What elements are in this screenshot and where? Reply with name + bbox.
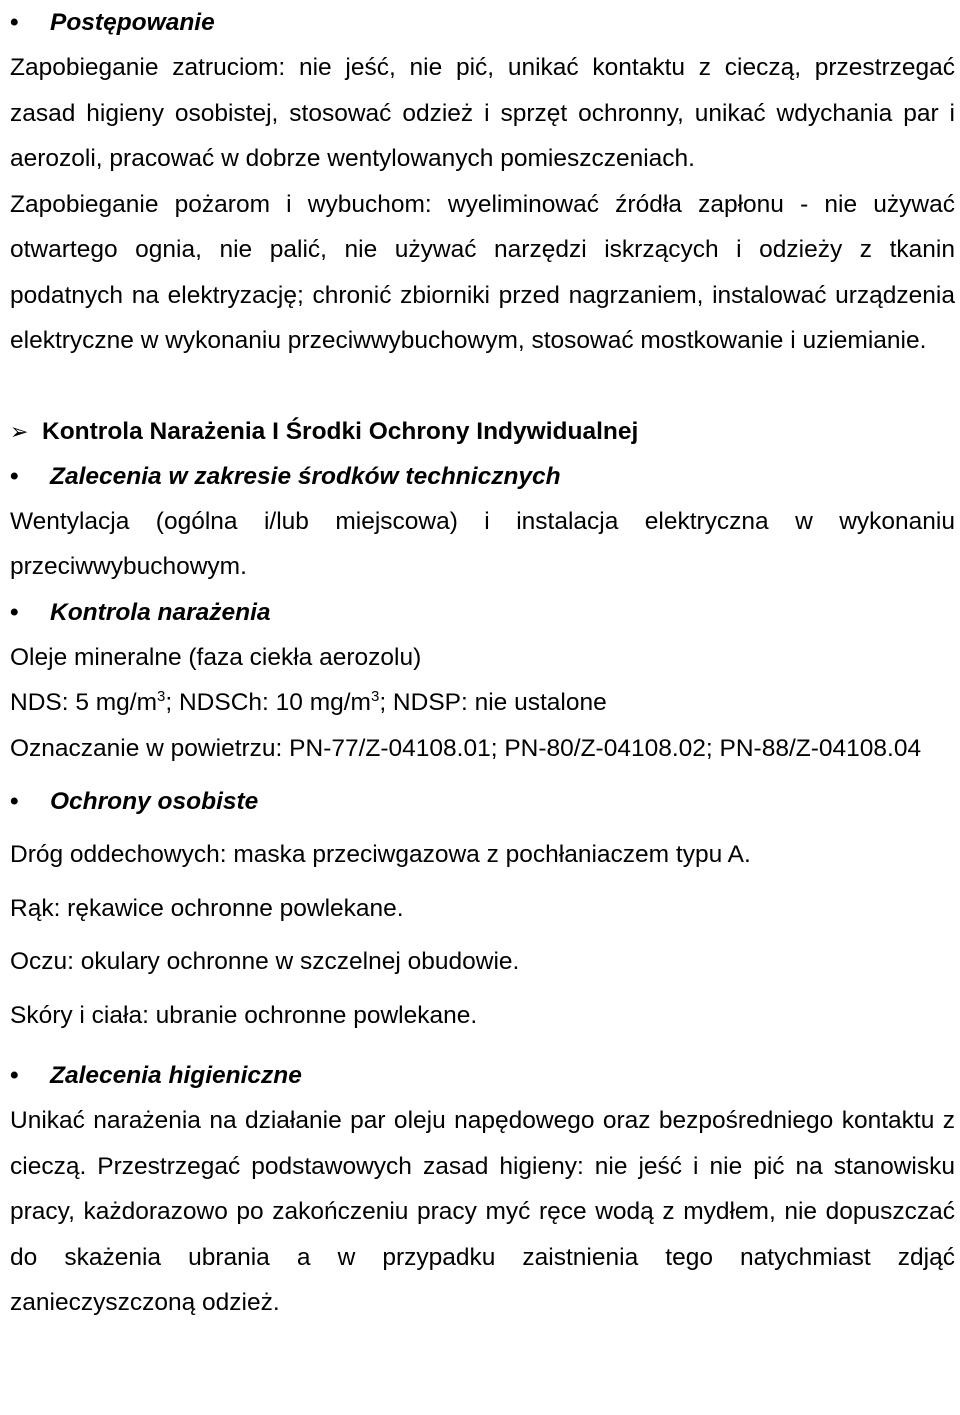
heading-kontrola-narazenia	[10, 590, 955, 635]
line-drogi-oddechowe: Dróg oddechowych: maska przeciwgazowa z pochłaniaczem typu A.	[10, 841, 751, 868]
line-oznaczanie: Oznaczanie w powietrzu: PN-77/Z-04108.01; PN-80/Z-04108.02; PN-88/Z-04108.04	[10, 734, 922, 762]
paragraph-pozary: Zapobieganie pożarom i wybuchom: wyeliminować źródła zapłonu - nie używać otwartego ognia, nie palić, nie używać narzędzi iskrzących i odzieży z tkanin podatnych na elektryzację; chronić zbiorniki przed nagrzaniem, instalować urządzenia elektryczne w wykonaniu przeciwwybuchowym, stosować mostkowanie i uziemianie.	[10, 190, 955, 354]
bullet-icon: •	[10, 788, 19, 815]
line-skora: Skóry i ciała: ubranie ochronne powlekane.	[10, 1001, 478, 1029]
arrow-bullet-icon: ➢	[10, 418, 29, 444]
paragraph-wentylacja: Wentylacja (ogólna i/lub miejscowa) i instalacja elektryczna w wykonaniu przeciwwybuchowym.	[10, 507, 955, 580]
bullet-icon: •	[10, 9, 19, 36]
nds-text: NDS: 5 mg/m	[10, 689, 158, 716]
ndsch-text: ; NDSCh: 10 mg/m	[165, 689, 371, 716]
heading-text: Kontrola Narażenia I Środki Ochrony Indywidualnej	[42, 417, 639, 445]
bullet-icon: •	[10, 598, 19, 626]
paragraph-higiena: Unikać narażenia na działanie par oleju napędowego oraz bezpośredniego kontaktu z cieczą. Przestrzegać podstawowych zasad higieny: nie jeść i nie pić na stanowisku pracy, każdorazowo po zakończeniu pracy myć ręce wodą z mydłem, nie dopuszczać do skażenia ubrania a w przypadku zaistnienia tego natychmiast zdjąć zanieczyszczoną odzież.	[10, 1107, 955, 1316]
heading-text: Postępowanie	[50, 9, 215, 36]
heading-text: Zalecenia higieniczne	[50, 1062, 302, 1089]
heading-text: Zalecenia w zakresie środków technicznych	[50, 462, 561, 490]
paragraph-zatrucia: Zapobieganie zatruciom: nie jeść, nie pić, unikać kontaktu z cieczą, przestrzegać zasad higieny osobistej, stosować odzież i sprzęt ochronny, unikać wdychania par i aerozoli, pracować w dobrze wentylowanych pomieszczeniach.	[10, 54, 955, 172]
bullet-icon: •	[10, 1062, 19, 1089]
heading-kontrola-narazenia-section	[10, 409, 955, 454]
superscript: 3	[157, 687, 166, 705]
heading-zalecenia-techniczne	[10, 454, 955, 499]
bullet-icon: •	[10, 462, 19, 490]
line-nds	[10, 680, 955, 726]
line-oleje: Oleje mineralne (faza ciekła aerozolu)	[10, 643, 422, 671]
heading-text: Ochrony osobiste	[50, 788, 259, 815]
heading-text: Kontrola narażenia	[50, 598, 271, 626]
ndsp-text: ; NDSP: nie ustalone	[379, 689, 607, 716]
line-oczy: Oczu: okulary ochronne w szczelnej obudowie.	[10, 948, 520, 975]
heading-postepowanie	[10, 0, 955, 45]
heading-ochrony-osobiste	[10, 779, 955, 824]
document-page	[10, 0, 955, 1326]
superscript: 3	[370, 687, 380, 705]
line-rece: Rąk: rękawice ochronne powlekane.	[10, 894, 404, 922]
heading-zalecenia-higieniczne	[10, 1053, 955, 1098]
